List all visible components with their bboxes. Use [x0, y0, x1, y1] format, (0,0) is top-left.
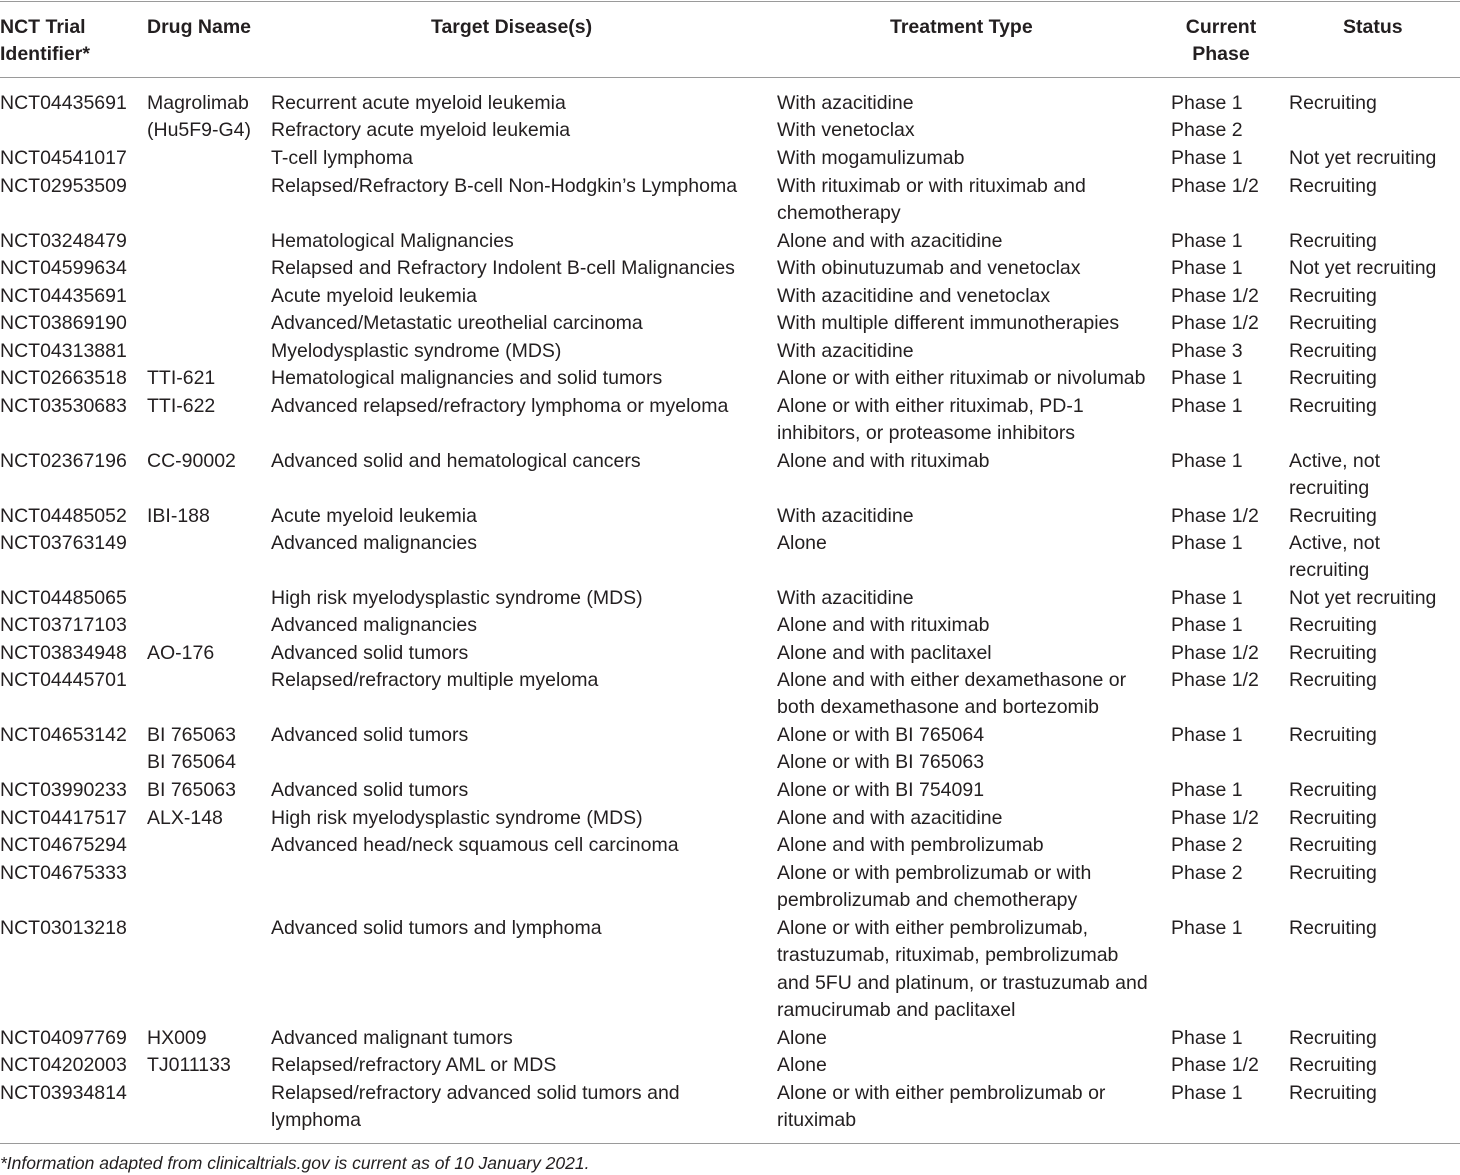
header-status: Status: [1343, 16, 1403, 38]
target-disease-cell: Advanced solid tumors and lymphoma: [271, 917, 602, 939]
header-treatment-type: Treatment Type: [890, 16, 1033, 38]
current-phase-cell: Phase 1/2: [1171, 175, 1259, 197]
status-cell: Recruiting: [1289, 834, 1377, 856]
nct-cell: NCT03869190: [0, 312, 127, 334]
status-cell: Recruiting: [1289, 340, 1377, 362]
current-phase-cell: Phase 1: [1171, 395, 1243, 417]
target-disease-cell: Relapsed and Refractory Indolent B-cell Malignancies: [271, 257, 735, 279]
drug-name-cell: HX009: [147, 1027, 207, 1049]
status-cell: Not yet recruiting: [1289, 147, 1437, 169]
current-phase-cell: Phase 2: [1171, 834, 1243, 856]
treatment-type-cell: Alone: [777, 1054, 827, 1076]
nct-cell: NCT03834948: [0, 642, 127, 664]
status-cell: Recruiting: [1289, 505, 1377, 527]
status-cell: Recruiting: [1289, 395, 1377, 417]
target-disease-cell: Advanced head/neck squamous cell carcinoma: [271, 834, 679, 856]
status-cell: Recruiting: [1289, 312, 1377, 334]
nct-cell: NCT03934814: [0, 1082, 127, 1104]
nct-cell: NCT04417517: [0, 807, 127, 829]
nct-cell: NCT02663518: [0, 367, 127, 389]
target-disease-cell: Advanced solid tumors: [271, 724, 469, 746]
treatment-type-cell: Alone and with pembrolizumab: [777, 834, 1044, 856]
current-phase-cell: Phase 1: [1171, 1027, 1243, 1049]
target-disease-cell: T-cell lymphoma: [271, 147, 413, 169]
current-phase-cell: Phase 1: [1171, 450, 1243, 472]
current-phase-cell: Phase 1/2: [1171, 285, 1259, 307]
treatment-type-cell: Alone and with rituximab: [777, 614, 990, 636]
status-cell: Recruiting: [1289, 175, 1377, 197]
status-cell: Not yet recruiting: [1289, 257, 1437, 279]
current-phase-cell: Phase 1 Phase 2: [1171, 92, 1243, 142]
treatment-type-cell: Alone and with either dexamethasone or both dexamethasone and bortezomib: [777, 669, 1127, 719]
nct-cell: NCT03990233: [0, 779, 127, 801]
treatment-type-cell: With azacitidine: [777, 505, 914, 527]
nct-cell: NCT03763149: [0, 532, 127, 554]
nct-cell: NCT04675294: [0, 834, 127, 856]
nct-cell: NCT04313881: [0, 340, 127, 362]
nct-cell: NCT04435691: [0, 285, 127, 307]
header-current-phase: Current Phase: [1185, 16, 1257, 65]
nct-cell: NCT03717103: [0, 614, 127, 636]
drug-name-cell: TTI-621: [147, 367, 216, 389]
nct-cell: NCT04445701: [0, 669, 127, 691]
current-phase-cell: Phase 1: [1171, 1082, 1243, 1104]
header-divider: [0, 77, 1460, 78]
drug-name-cell: Magrolimab (Hu5F9-G4): [147, 92, 252, 142]
target-disease-cell: Advanced solid tumors: [271, 642, 469, 664]
treatment-type-cell: With rituximab or with rituximab and chemotherapy: [777, 175, 1086, 225]
target-disease-cell: Acute myeloid leukemia: [271, 505, 477, 527]
treatment-type-cell: With mogamulizumab: [777, 147, 965, 169]
status-cell: Recruiting: [1289, 807, 1377, 829]
target-disease-cell: Hematological malignancies and solid tumors: [271, 367, 663, 389]
status-cell: Recruiting: [1289, 230, 1377, 252]
status-cell: Recruiting: [1289, 285, 1377, 307]
status-cell: Recruiting: [1289, 614, 1377, 636]
status-cell: Active, not recruiting: [1289, 450, 1381, 500]
header-drug-name: Drug Name: [147, 16, 252, 38]
status-cell: Recruiting: [1289, 1082, 1377, 1104]
target-disease-cell: High risk myelodysplastic syndrome (MDS): [271, 807, 643, 829]
nct-cell: NCT04675333: [0, 862, 127, 884]
nct-cell: NCT03248479: [0, 230, 127, 252]
current-phase-cell: Phase 1: [1171, 917, 1243, 939]
target-disease-cell: Advanced malignant tumors: [271, 1027, 513, 1049]
drug-name-cell: TTI-622: [147, 395, 216, 417]
treatment-type-cell: Alone and with rituximab: [777, 450, 990, 472]
status-cell: Recruiting: [1289, 862, 1377, 884]
nct-cell: NCT04202003: [0, 1054, 127, 1076]
target-disease-cell: Advanced malignancies: [271, 532, 477, 554]
nct-cell: NCT04541017: [0, 147, 127, 169]
current-phase-cell: Phase 3: [1171, 340, 1243, 362]
current-phase-cell: Phase 2: [1171, 862, 1243, 884]
current-phase-cell: Phase 1: [1171, 147, 1243, 169]
treatment-type-cell: Alone and with paclitaxel: [777, 642, 992, 664]
target-disease-cell: Advanced solid tumors: [271, 779, 469, 801]
target-disease-cell: Advanced/Metastatic ureothelial carcinoma: [271, 312, 643, 334]
treatment-type-cell: Alone or with either pembrolizumab or rituximab: [777, 1082, 1106, 1132]
header-nct-trial-identifier: NCT Trial Identifier*: [0, 16, 90, 65]
current-phase-cell: Phase 1: [1171, 230, 1243, 252]
target-disease-cell: Acute myeloid leukemia: [271, 285, 477, 307]
table-footnote: *Information adapted from clinicaltrials.gov is current as of 10 January 2021.: [0, 1153, 590, 1173]
status-cell: Active, not recruiting: [1289, 532, 1381, 582]
target-disease-cell: High risk myelodysplastic syndrome (MDS): [271, 587, 643, 609]
target-disease-cell: Relapsed/refractory AML or MDS: [271, 1054, 557, 1076]
treatment-type-cell: Alone or with pembrolizumab or with pembrolizumab and chemotherapy: [777, 862, 1092, 912]
nct-cell: NCT04435691: [0, 92, 127, 114]
target-disease-cell: Relapsed/refractory advanced solid tumors and lymphoma: [271, 1082, 680, 1132]
treatment-type-cell: Alone or with either rituximab or nivolumab: [777, 367, 1146, 389]
treatment-type-cell: Alone and with azacitidine: [777, 807, 1003, 829]
drug-name-cell: AO-176: [147, 642, 215, 664]
drug-name-cell: BI 765063 BI 765064: [147, 724, 236, 774]
treatment-type-cell: Alone or with either rituximab, PD-1 inhibitors, or proteasome inhibitors: [777, 395, 1084, 445]
current-phase-cell: Phase 1: [1171, 587, 1243, 609]
nct-cell: NCT02367196: [0, 450, 127, 472]
treatment-type-cell: Alone: [777, 1027, 827, 1049]
treatment-type-cell: With azacitidine: [777, 340, 914, 362]
current-phase-cell: Phase 1/2: [1171, 642, 1259, 664]
target-disease-cell: Advanced solid and hematological cancers: [271, 450, 641, 472]
target-disease-cell: Myelodysplastic syndrome (MDS): [271, 340, 562, 362]
treatment-type-cell: Alone: [777, 532, 827, 554]
current-phase-cell: Phase 1/2: [1171, 312, 1259, 334]
status-cell: Recruiting: [1289, 724, 1377, 746]
nct-cell: NCT03013218: [0, 917, 127, 939]
treatment-type-cell: Alone or with either pembrolizumab, trastuzumab, rituximab, pembrolizumab and 5FU and platinum, or trastuzumab and ramucirumab and paclitaxel: [777, 917, 1148, 1022]
nct-cell: NCT04097769: [0, 1027, 127, 1049]
current-phase-cell: Phase 1: [1171, 724, 1243, 746]
current-phase-cell: Phase 1/2: [1171, 807, 1259, 829]
drug-name-cell: BI 765063: [147, 779, 236, 801]
status-cell: Recruiting: [1289, 642, 1377, 664]
nct-cell: NCT03530683: [0, 395, 127, 417]
drug-name-cell: TJ011133: [147, 1054, 231, 1076]
nct-cell: NCT04485065: [0, 587, 127, 609]
current-phase-cell: Phase 1/2: [1171, 1054, 1259, 1076]
treatment-type-cell: Alone and with azacitidine: [777, 230, 1003, 252]
treatment-type-cell: With azacitidine and venetoclax: [777, 285, 1051, 307]
nct-cell: NCT04599634: [0, 257, 127, 279]
target-disease-cell: Hematological Malignancies: [271, 230, 514, 252]
status-cell: Recruiting: [1289, 1027, 1377, 1049]
current-phase-cell: Phase 1/2: [1171, 669, 1259, 691]
drug-name-cell: ALX-148: [147, 807, 223, 829]
current-phase-cell: Phase 1: [1171, 532, 1243, 554]
status-cell: Recruiting: [1289, 1054, 1377, 1076]
current-phase-cell: Phase 1: [1171, 367, 1243, 389]
current-phase-cell: Phase 1: [1171, 257, 1243, 279]
target-disease-cell: Relapsed/refractory multiple myeloma: [271, 669, 599, 691]
status-cell: Recruiting: [1289, 669, 1377, 691]
target-disease-cell: Recurrent acute myeloid leukemia Refractory acute myeloid leukemia: [271, 92, 571, 142]
treatment-type-cell: With azacitidine With venetoclax: [777, 92, 915, 142]
treatment-type-cell: With azacitidine: [777, 587, 914, 609]
drug-name-cell: IBI-188: [147, 505, 210, 527]
nct-cell: NCT04485052: [0, 505, 127, 527]
nct-cell: NCT02953509: [0, 175, 127, 197]
header-target-diseases: Target Disease(s): [431, 16, 593, 38]
table-top-rule: [0, 1, 1460, 2]
status-cell: Recruiting: [1289, 917, 1377, 939]
current-phase-cell: Phase 1/2: [1171, 505, 1259, 527]
treatment-type-cell: With multiple different immunotherapies: [777, 312, 1120, 334]
current-phase-cell: Phase 1: [1171, 614, 1243, 636]
target-disease-cell: Advanced malignancies: [271, 614, 477, 636]
nct-cell: NCT04653142: [0, 724, 127, 746]
status-cell: Not yet recruiting: [1289, 587, 1437, 609]
status-cell: Recruiting: [1289, 92, 1377, 114]
treatment-type-cell: Alone or with BI 754091: [777, 779, 985, 801]
treatment-type-cell: Alone or with BI 765064 Alone or with BI 765063: [777, 724, 985, 774]
treatment-type-cell: With obinutuzumab and venetoclax: [777, 257, 1081, 279]
target-disease-cell: Advanced relapsed/refractory lymphoma or myeloma: [271, 395, 729, 417]
target-disease-cell: Relapsed/Refractory B-cell Non-Hodgkin’s Lymphoma: [271, 175, 738, 197]
status-cell: Recruiting: [1289, 779, 1377, 801]
current-phase-cell: Phase 1: [1171, 779, 1243, 801]
status-cell: Recruiting: [1289, 367, 1377, 389]
table-bottom-rule: [0, 1143, 1460, 1144]
drug-name-cell: CC-90002: [147, 450, 236, 472]
